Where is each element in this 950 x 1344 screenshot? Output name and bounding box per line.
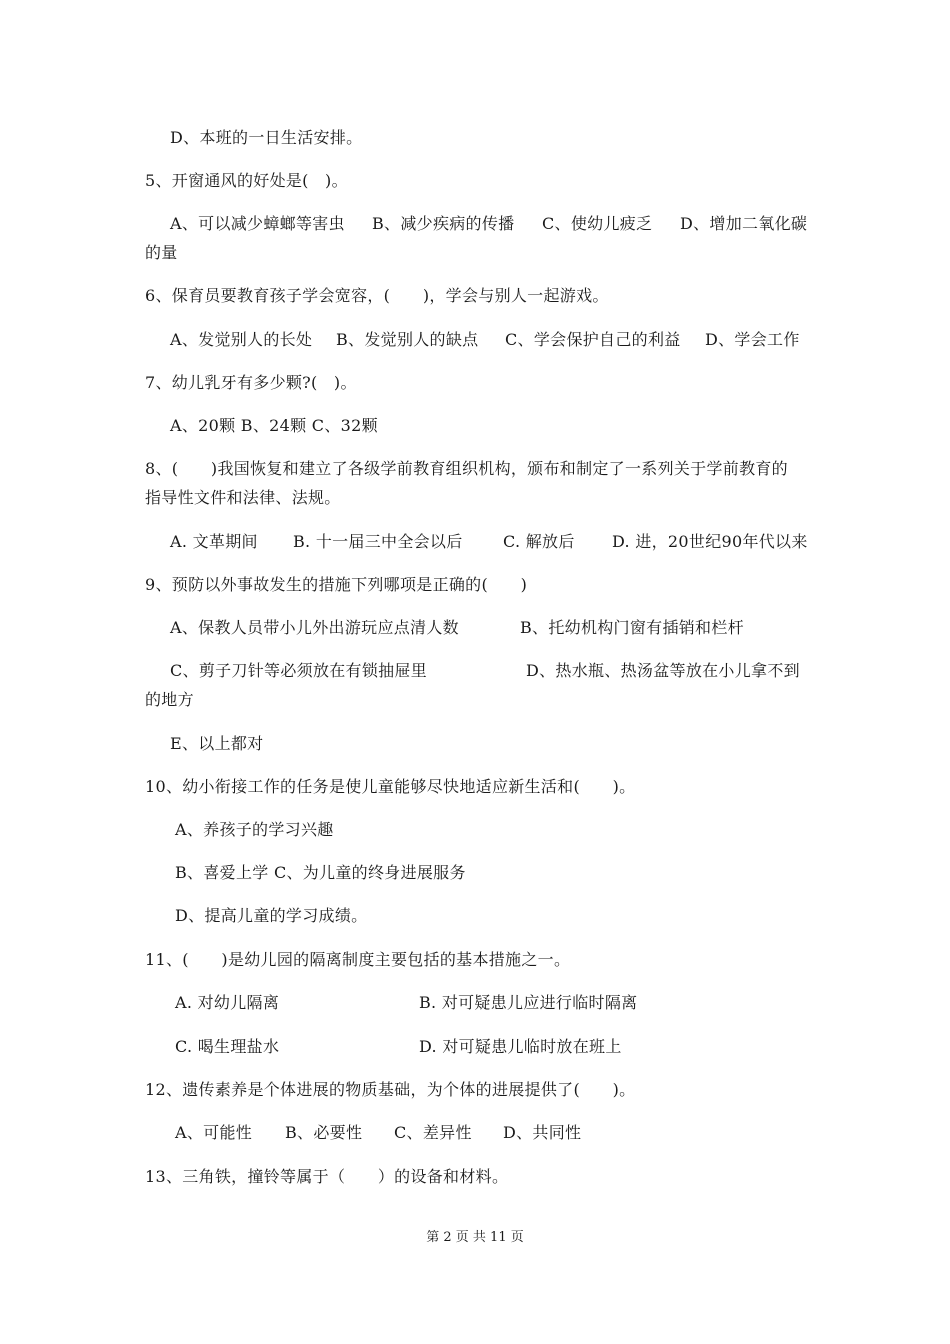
option-b: B、减少疾病的传播 [372, 214, 515, 233]
option-b: B、必要性 [285, 1123, 363, 1142]
question-5: 5、开窗通风的好处是( )。 [145, 171, 348, 190]
question-8: 8、( )我国恢复和建立了各级学前教育组织机构，颁布和制定了一系列关于学前教育的 [145, 459, 788, 478]
question-12: 12、遗传素养是个体进展的物质基础，为个体的进展提供了( )。 [145, 1080, 636, 1099]
option-a: A、养孩子的学习兴趣 [175, 820, 334, 839]
option-c: C、使幼儿疲乏 [542, 214, 653, 233]
option-a: A. 对幼儿隔离 [175, 993, 280, 1012]
option-d: D、学会工作 [705, 330, 800, 349]
question-8-continued: 指导性文件和法律、法规。 [145, 488, 341, 507]
question-7: 7、幼儿乳牙有多少颗?( )。 [145, 373, 357, 392]
option-c: C、剪子刀针等必须放在有锁抽屉里 [170, 661, 428, 680]
option-a: A、发觉别人的长处 [170, 330, 313, 349]
question-9: 9、预防以外事故发生的措施下列哪项是正确的( ) [145, 575, 528, 594]
option-d: D、共同性 [503, 1123, 582, 1142]
page-number-footer: 第 2 页 共 11 页 [426, 1230, 524, 1245]
option-b: B、托幼机构门窗有插销和栏杆 [520, 618, 744, 637]
question-13: 13、三角铁，撞铃等属于（ ）的设备和材料。 [145, 1167, 509, 1186]
option-a: A、保教人员带小儿外出游玩应点清人数 [170, 618, 459, 637]
options-line: B、喜爱上学 C、为儿童的终身进展服务 [175, 863, 466, 882]
option-a: A、可以减少蟑螂等害虫 [170, 214, 345, 233]
option-e: E、以上都对 [170, 734, 264, 753]
option-c: C、差异性 [394, 1123, 472, 1142]
option-line: D、本班的一日生活安排。 [170, 128, 363, 147]
option-d: D、热水瓶、热汤盆等放在小儿拿不到 [526, 661, 800, 680]
option-a: A. 文革期间 [170, 532, 258, 551]
question-10: 10、幼小衔接工作的任务是使儿童能够尽快地适应新生活和( )。 [145, 777, 636, 796]
question-6: 6、保育员要教育孩子学会宽容，( )，学会与别人一起游戏。 [145, 286, 609, 305]
option-a: A、可能性 [175, 1123, 253, 1142]
option-b: B. 对可疑患儿应进行临时隔离 [419, 993, 638, 1012]
option-b: B、发觉别人的缺点 [336, 330, 479, 349]
option-c: C. 解放后 [503, 532, 575, 551]
option-d: D. 对可疑患儿临时放在班上 [419, 1037, 622, 1056]
option-d-continued: 的地方 [145, 690, 194, 709]
option-d: D、增加二氧化碳 [680, 214, 808, 233]
option-b: B. 十一届三中全会以后 [293, 532, 463, 551]
option-d: D. 进，20世纪90年代以来 [612, 532, 808, 551]
option-d-continued: 的量 [145, 243, 178, 262]
question-11: 11、( )是幼儿园的隔离制度主要包括的基本措施之一。 [145, 950, 571, 969]
option-c: C、学会保护自己的利益 [505, 330, 681, 349]
option-c: C. 喝生理盐水 [175, 1037, 280, 1056]
option-d: D、提高儿童的学习成绩。 [175, 906, 368, 925]
options-line: A、20颗 B、24颗 C、32颗 [170, 416, 378, 435]
